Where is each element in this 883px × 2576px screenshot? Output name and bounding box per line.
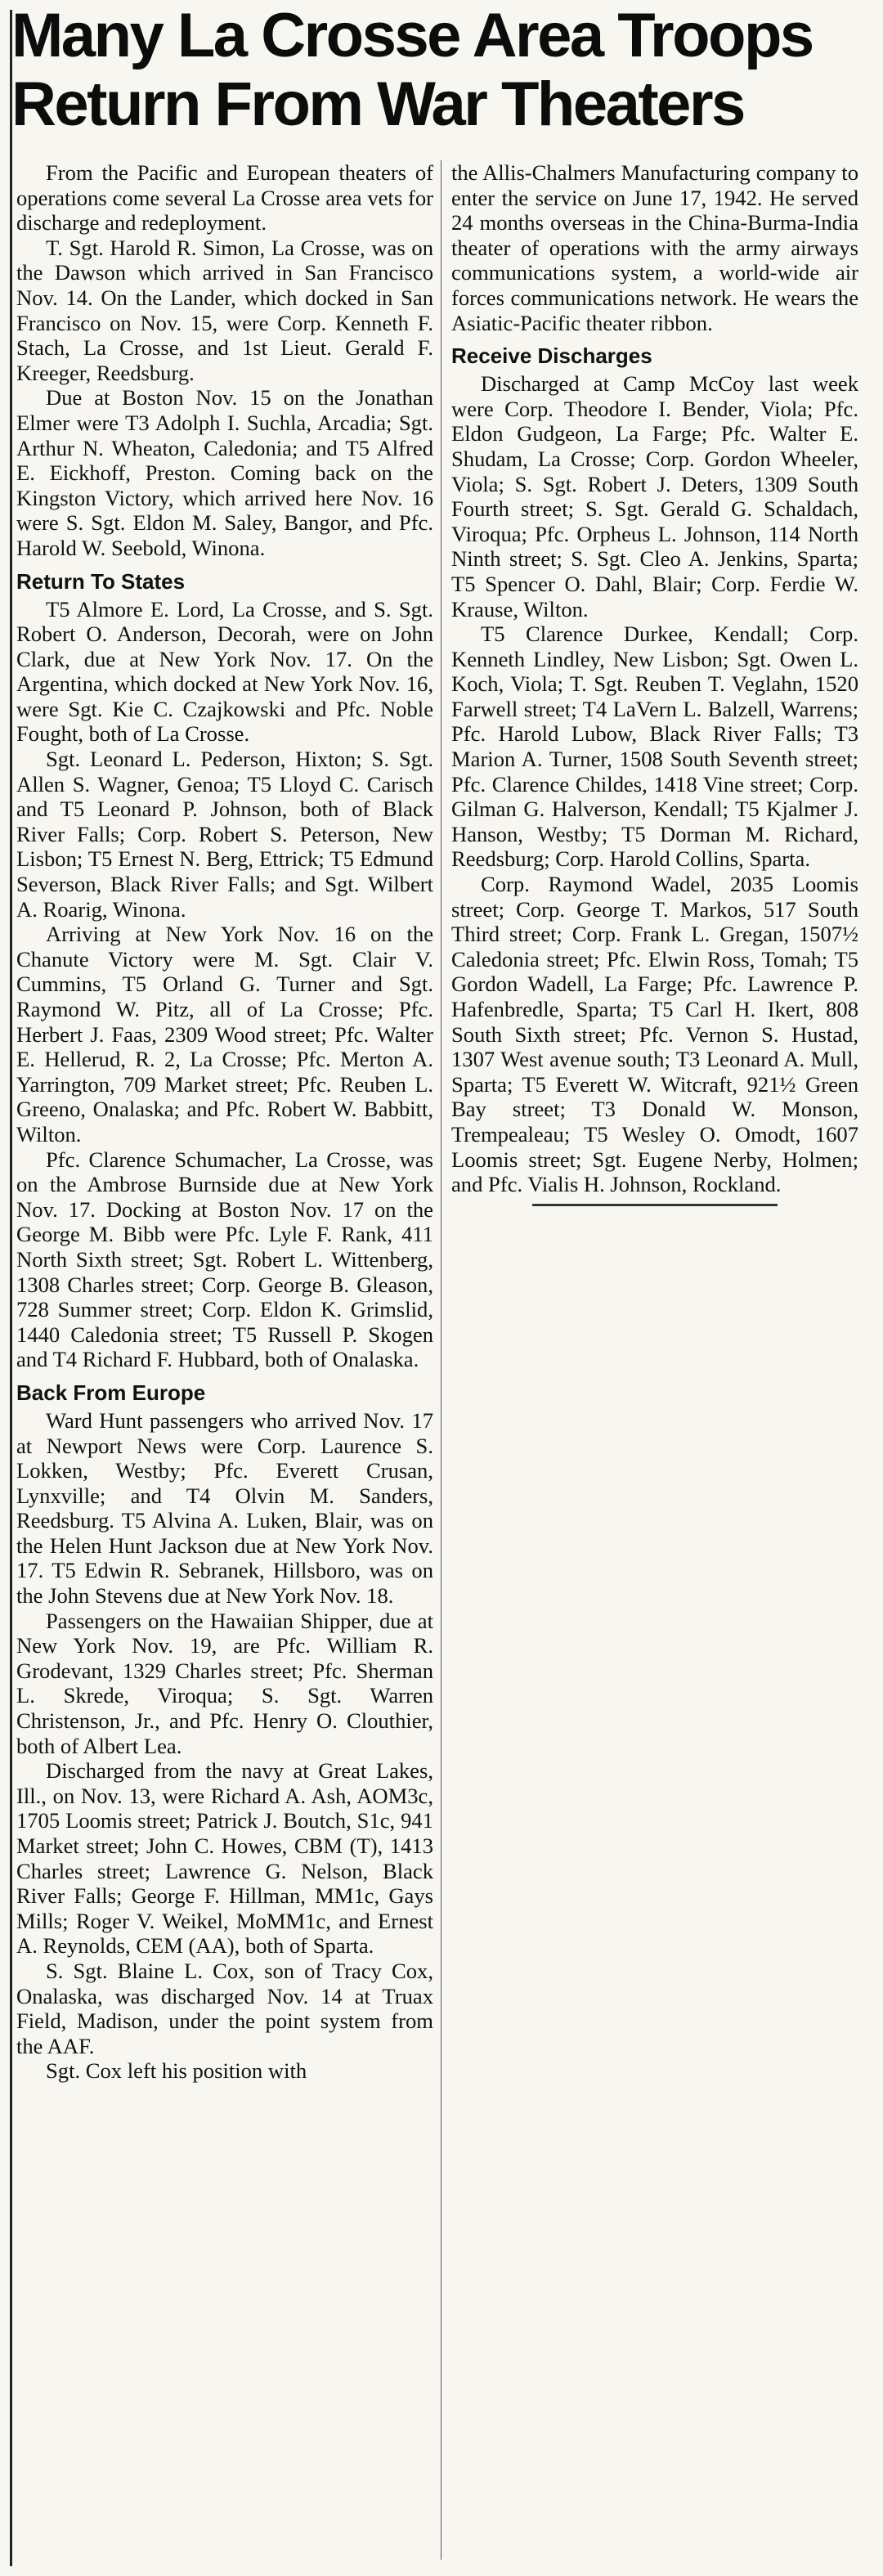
article-paragraph: Due at Boston Nov. 15 on the Jonathan Elmer were T3 Adolph I. Suchla, Arcadia; Sgt. Arthur N. Wheaton, Caledonia; and T5 Alfred E. Eickhoff, Preston. Coming back on the Kingston Victory, which arrived here Nov. 16 were S. Sgt. Eldon M. Saley, Bangor, and Pfc. Harold W. Seebold, Winona. [16, 385, 433, 560]
article-paragraph: Ward Hunt passengers who arrived Nov. 17 at Newport News were Corp. Laurence S. Lokken, Westby; Pfc. Everett Crusan, Lynxville; and T4 Olvin M. Sanders, Reedsburg. T5 Alvina A. Luken, Blair, was on the Helen Hunt Jackson due at New York Nov. 17. T5 Edwin R. Sebranek, Hillsboro, was on the John Stevens due at New York Nov. 18. [16, 1407, 433, 1609]
article-paragraph: From the Pacific and European theaters of operations come several La Crosse area vets for discharge and redeployment. [16, 160, 433, 236]
article-paragraph: Pfc. Clarence Schumacher, La Crosse, was on the Ambrose Burnside due at New York Nov. 17. Docking at Boston Nov. 17 on the George M. Bibb were Pfc. Lyle F. Rank, 411 North Sixth street; Sgt. Robert L. Wittenberg, 1308 Charles street; Corp. George B. Gleason, 728 Summer street; Corp. Eldon K. Grimslid, 1440 Caledonia street; T5 Russell P. Skogen and T4 Richard F. Hubbard, both of Onalaska. [16, 1147, 433, 1372]
left-column [16, 160, 433, 2084]
section-subhead: Back From Europe [16, 1380, 206, 1405]
article-paragraph: S. Sgt. Blaine L. Cox, son of Tracy Cox, Onalaska, was discharged Nov. 14 at Truax Field, Madison, under the point system from the AAF. [16, 1958, 433, 2058]
article-paragraph: T5 Clarence Durkee, Kendall; Corp. Kenneth Lindley, New Lisbon; Sgt. Owen L. Koch, Viola; T. Sgt. Reuben T. Veglahn, 1520 Farwell street; T4 LaVern L. Balzell, Warrens; Pfc. Harold Lubow, Black River Falls; T3 Marion A. Turner, 1508 South Seventh street; Pfc. Clarence Childes, 1418 Vine street; Corp. Gilman G. Halverson, Kendall; T5 Kjalmer J. Hanson, Westby; T5 Dorman M. Richard, Reedsburg; Corp. Harold Collins, Sparta. [451, 622, 858, 872]
article-paragraph: Arriving at New York Nov. 16 on the Chanute Victory were M. Sgt. Clair V. Cummins, T5 Orland G. Turner and Sgt. Raymond W. Pitz, all of La Crosse; Pfc. Herbert J. Faas, 2309 Wood street; Pfc. Walter E. Hellerud, R. 2, La Crosse; Pfc. Merton A. Yarrington, 709 Market street; Pfc. Reuben L. Greeno, Onalaska; and Pfc. Robert W. Babbitt, Wilton. [16, 922, 433, 1147]
article-paragraph: T5 Almore E. Lord, La Crosse, and S. Sgt. Robert O. Anderson, Decorah, were on John Clark, due at New York Nov. 17. On the Argentina, which docked at New York Nov. 16, were Sgt. Kie C. Czajkowski and Pfc. Noble Fought, both of La Crosse. [16, 596, 433, 747]
section-subhead: Receive Discharges [451, 343, 652, 369]
article-paragraph: Discharged from the navy at Great Lakes, Ill., on Nov. 13, were Richard A. Ash, AOM3c, 1705 Loomis street; Patrick J. Boutch, S1c, 941 Market street; John C. Howes, CBM (T), 1413 Charles street; Lawrence G. Nelson, Black River Falls; George F. Hillman, MM1c, Gays Mills; Roger V. Weikel, MoMM1c, and Ernest A. Reynolds, CEM (AA), both of Sparta. [16, 1758, 433, 1959]
end-rule [532, 1204, 778, 1206]
right-column [451, 160, 858, 1206]
article-paragraph: Passengers on the Hawaiian Shipper, due at New York Nov. 19, are Pfc. William R. Grodevant, 1329 Charles street; Pfc. Sherman L. Skrede, Viroqua; S. Sgt. Warren Christenson, Jr., and Pfc. Henry O. Clouthier, both of Albert Lea. [16, 1608, 433, 1758]
article-paragraph: the Allis-Chalmers Manufacturing company to enter the service on June 17, 1942. He served 24 months overseas in the China-Burma-India theater of operations with the army airways communications system, a world-wide air forces communications network. He wears the Asiatic-Pacific theater ribbon. [451, 160, 858, 335]
article-paragraph: Discharged at Camp McCoy last week were Corp. Theodore I. Bender, Viola; Pfc. Eldon Gudgeon, La Farge; Pfc. Walter E. Shudam, La Crosse; Corp. Gordon Wheeler, Viola; S. Sgt. Robert J. Deters, 1309 South Fourth street; S. Sgt. Gerald G. Schaldach, Viroqua; Pfc. Orpheus L. Johnson, 114 North Ninth street; S. Sgt. Cleo A. Jenkins, Sparta; T5 Spencer O. Dahl, Blair; Corp. Ferdie W. Krause, Wilton. [451, 371, 858, 622]
section-subhead: Return To States [16, 568, 186, 594]
article-paragraph: Sgt. Leonard L. Pederson, Hixton; S. Sgt. Allen S. Wagner, Genoa; T5 Lloyd C. Carisch and T5 Leonard P. Johnson, both of Black River Falls; Corp. Robert S. Peterson, New Lisbon; T5 Ernest N. Berg, Ettrick; T5 Edmund Severson, Black River Falls; and Sgt. Wilbert A. Roarig, Winona. [16, 747, 433, 922]
article-paragraph: T. Sgt. Harold R. Simon, La Crosse, was on the Dawson which arrived in San Francisco Nov. 14. On the Lander, which docked in San Francisco on Nov. 15, were Corp. Kenneth F. Stach, La Crosse, and 1st Lieut. Gerald F. Kreeger, Reedsburg. [16, 235, 433, 385]
headline: Many La Crosse Area Troops Return From War Theaters [11, 1, 813, 139]
article-paragraph: Corp. Raymond Wadel, 2035 Loomis street; Corp. George T. Markos, 517 South Third street; Corp. Frank L. Gregan, 1507½ Caledonia street; Pfc. Elwin Ross, Tomah; T5 Gordon Wadell, La Farge; Pfc. Lawrence P. Hafenbredle, Sparta; T5 Carl H. Ikert, 808 South Sixth street; Pfc. Vernon S. Hustad, 1307 West avenue south; T3 Leonard A. Mull, Sparta; T5 Everett W. Witcraft, 921½ Green Bay street; T3 Donald W. Monson, Trempealeau; T5 Wesley O. Omodt, 1607 Loomis street; Sgt. Eugene Nerby, Holmen; and Pfc. Vialis H. Johnson, Rockland. [451, 872, 858, 1197]
article-paragraph: Sgt. Cox left his position with [46, 2058, 307, 2084]
